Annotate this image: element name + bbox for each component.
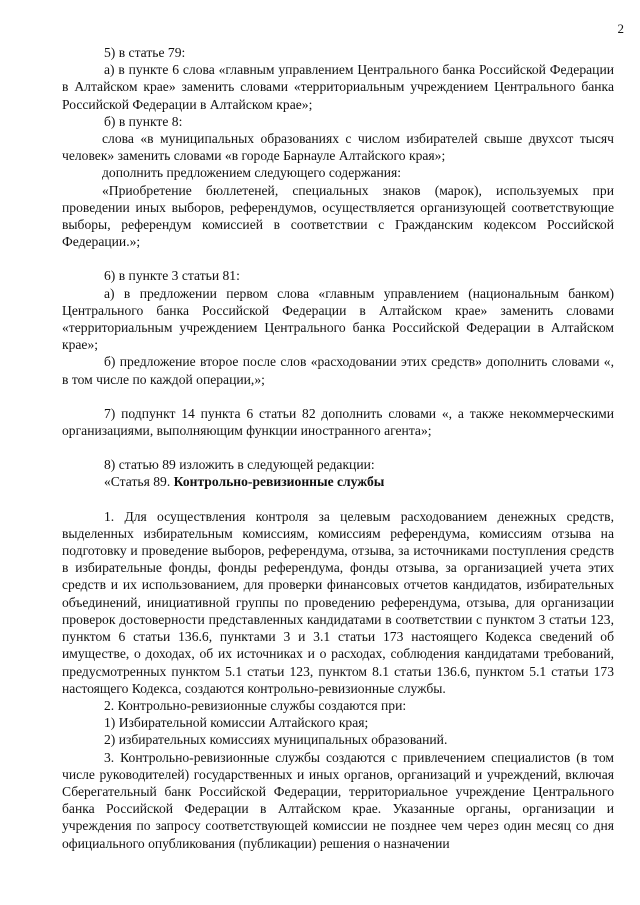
item-7-heading: 7) подпункт 14 пункта 6 статьи 82 дополнить словами «, а также некоммерческими организациями, выполняющим функции иностранного агента»; <box>62 405 614 439</box>
article-para-2-2: 2) избирательных комиссиях муниципальных образований. <box>104 732 448 748</box>
item-5-heading: 5) в статье 79: <box>104 45 186 60</box>
item-5-para-a: а) в пункте 6 слова «главным управлением Центрального банка Российской Федерации в Алтайском крае» заменить словами «территориальным учреждением Центрального банка Российской Федерации в Алтайском крае»; <box>62 62 614 112</box>
page-number: 2 <box>617 21 624 36</box>
article-title-line <box>62 473 614 490</box>
document-body <box>62 44 614 852</box>
item-5-para-words: слова «в муниципальных образованиях с числом избирателей свыше двухсот тысяч человек» заменить словами «в городе Барнауле Алтайского края»; <box>62 131 614 164</box>
article-para-1: 1. Для осуществления контроля за целевым расходованием денежных средств, выделенных избирательным комиссиям, комиссиям референдума, комиссиям отзыва на подготовку и проведение выборов, референдума, отзыва, за источниками поступления средств в избирательные фонды, фонды референдума, фонды отзыва, за организацией учета этих средств и их использованием, для проверки финансовых отчетов кандидатов, избирательных объединений, инициативной группы по проведению референдума, отзыва, для организации проверок достоверности представленных кандидатами в соответствии с пунктом 3 статьи 123, пунктом 6 статьи 136.6, пунктами 3 и 3.1 статьи 173 настоящего Кодекса сведений об имуществе, о доходах, об их источниках и о расходах, соблюдения кандидатами требований, предусмотренных пунктом 5.1 статьи 123, пунктом 8.1 статьи 136.6, пунктом 5.1 статьи 173 настоящего Кодекса, создаются контрольно-ревизионные службы. <box>62 508 614 696</box>
article-para-2: 2. Контрольно-ревизионные службы создаются при: <box>104 697 407 713</box>
item-5-para-quote: «Приобретение бюллетеней, специальных знаков (марок), используемых при проведении иных выборов, референдумов, осуществляется организующей соответствующие выборы, референдум комиссией в соответствии с Гражданским кодексом Российской Федерации.»; <box>62 182 614 250</box>
article-para-2-1: 1) Избирательной комиссии Алтайского края; <box>104 715 369 731</box>
item-6-para-b: б) предложение второе после слов «расходовании этих средств» дополнить словами «, в том числе по каждой операции,»; <box>62 354 614 387</box>
item-5-para-b: б) в пункте 8: <box>104 113 183 129</box>
article-para-3: 3. Контрольно-ревизионные службы создаются с привлечением специалистов (в том числе руководителей) государственных и иных органов, организаций и учреждений, включая Сберегательный банк Российской Федерации, территориальное учреждение Центрального банка Российской Федерации в Алтайском крае. Указанные органы, организации и учреждения по запросу соответствующей комиссии не позднее чем через один месяц со дня официального опубликования (публикации) решения о назначении <box>62 749 614 851</box>
item-8-heading: 8) статью 89 изложить в следующей редакции: <box>104 457 375 473</box>
item-5-para-supplement: дополнить предложением следующего содержания: <box>102 165 402 181</box>
article-prefix: «Статья 89. <box>104 474 174 490</box>
item-6-para-a: а) в предложении первом слова «главным управлением (национальным банком) Центрального банка Российской Федерации в Алтайском крае» заменить словами «территориальным учреждением Центрального банка Российской Федерации в Алтайском крае»; <box>62 285 614 353</box>
article-title: Контрольно-ревизионные службы <box>173 474 385 490</box>
item-6-heading: 6) в пункте 3 статьи 81: <box>104 268 240 284</box>
